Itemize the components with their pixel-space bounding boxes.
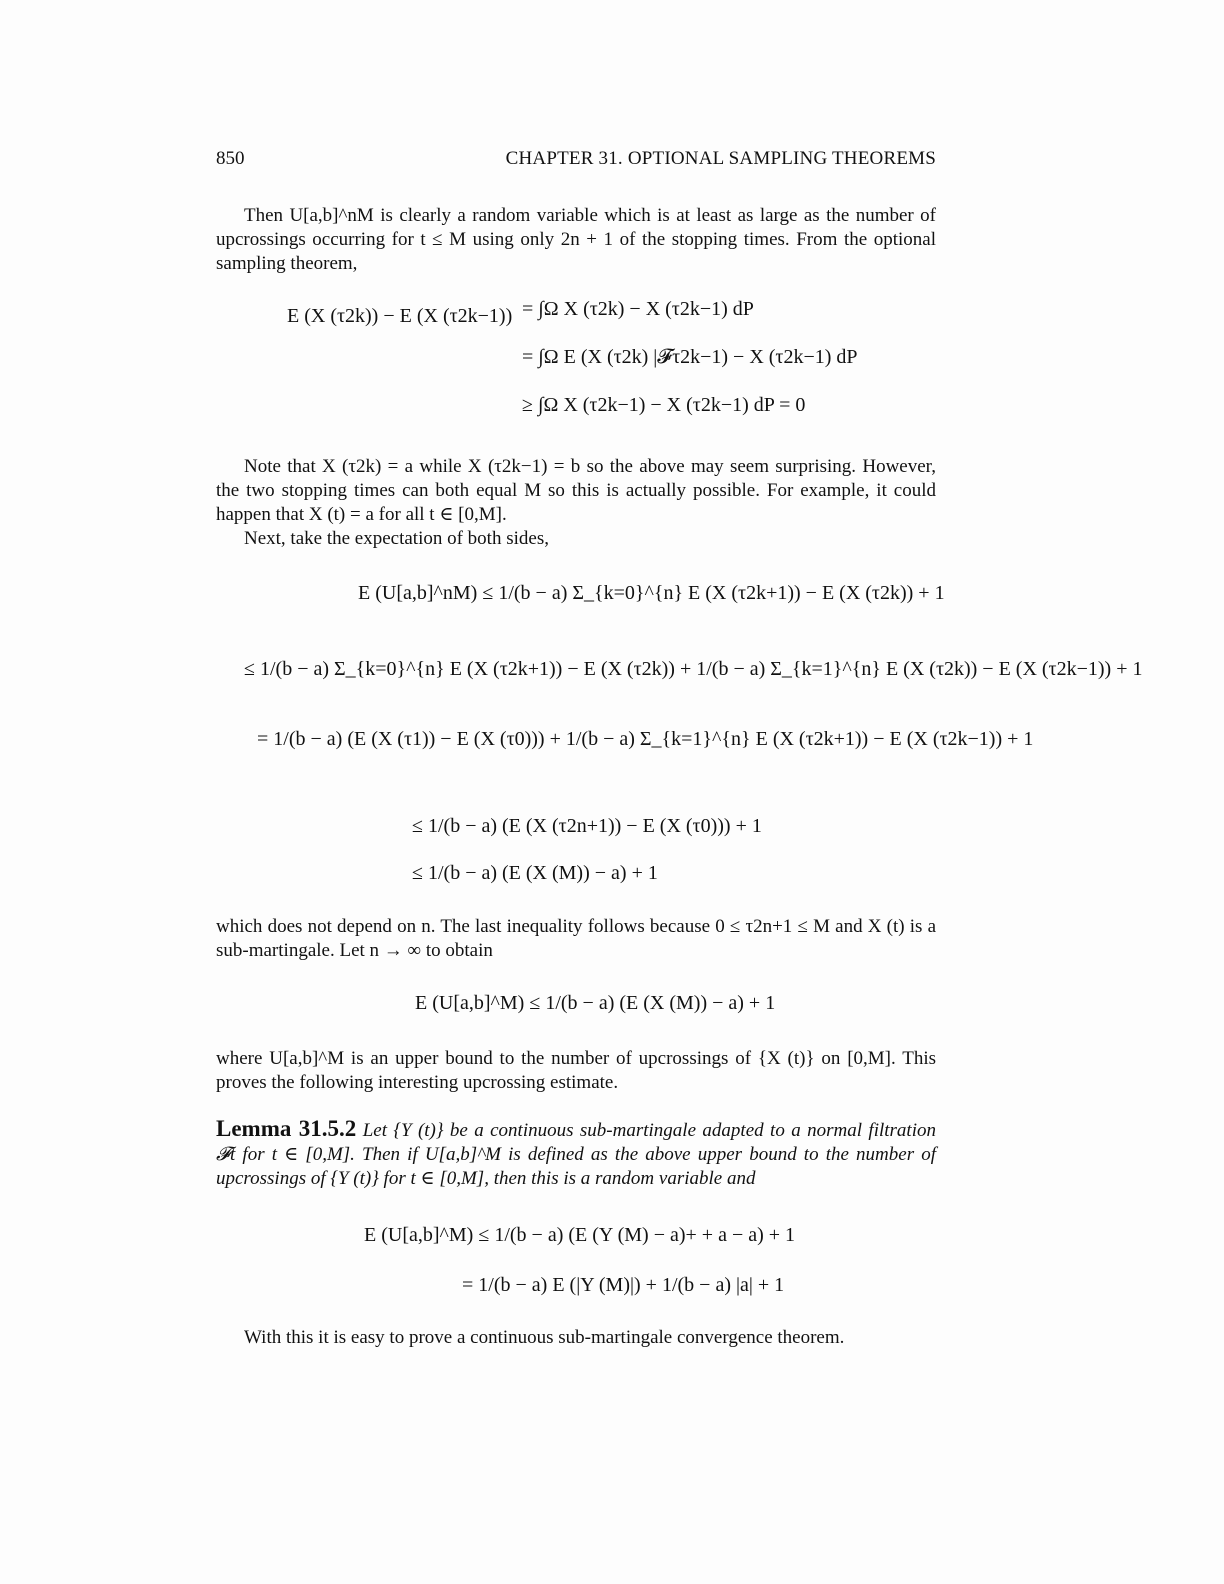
paragraph-note: Note that X (τ2k) = a while X (τ2k−1) = b so the above may seem surprising. However, the two stopping times can both equal M so this is actually possible. For example, it could happen that X (t) = a for all t ∈ [0,M]. (216, 456, 936, 525)
equation-lhs: E (X (τ2k)) − E (X (τ2k−1)) (287, 305, 513, 327)
paragraph-closing: With this it is easy to prove a continuous sub-martingale convergence theorem. (244, 1327, 845, 1348)
page-number: 850 (216, 148, 245, 169)
lemma-equation-2: = 1/(b − a) E (|Y (M)|) + 1/(b − a) |a| + 1 (462, 1274, 785, 1296)
equation-row-1: = ∫Ω X (τ2k) − X (τ2k−1) dP (522, 298, 754, 320)
paragraph-upper-bound: where U[a,b]^M is an upper bound to the number of upcrossings of {X (t)} on [0,M]. This proves the following interesting upcrossing estimate. (216, 1048, 936, 1093)
paragraph-next: Next, take the expectation of both sides, (244, 528, 549, 549)
lemma-equation-1: E (U[a,b]^M) ≤ 1/(b − a) (E (Y (M) − a)+ + a − a) + 1 (364, 1224, 796, 1246)
limit-inequality: E (U[a,b]^M) ≤ 1/(b − a) (E (X (M)) − a) + 1 (415, 992, 776, 1014)
paragraph-conclusion: which does not depend on n. The last inequality follows because 0 ≤ τ2n+1 ≤ M and X (t) is a sub-martingale. Let n → ∞ to obtain (216, 916, 936, 961)
equation-row-2: = ∫Ω E (X (τ2k) |𝓕τ2k−1) − X (τ2k−1) dP (522, 346, 858, 368)
equation-row-3: ≥ ∫Ω X (τ2k−1) − X (τ2k−1) dP = 0 (522, 394, 806, 416)
inequality-line-2: ≤ 1/(b − a) Σ_{k=0}^{n} E (X (τ2k+1)) − E (X (τ2k)) + 1/(b − a) Σ_{k=1}^{n} E (X (τ2k)) − E (X (τ2k−1)) + 1 (244, 658, 1143, 680)
lemma-body: Let {Y (t)} be a continuous sub-martingale adapted to a normal filtration 𝓕t for t ∈ [0,M]. Then if U[a,b]^M is defined as the above upper bound to the number of upcrossings of {Y (t)} for t ∈ [0,M], then this is a random variable and (216, 1120, 936, 1189)
inequality-line-3: = 1/(b − a) (E (X (τ1)) − E (X (τ0))) + 1/(b − a) Σ_{k=1}^{n} E (X (τ2k+1)) − E (X (τ2k−1)) + 1 (257, 728, 1034, 750)
chapter-header: CHAPTER 31. OPTIONAL SAMPLING THEOREMS (505, 148, 936, 169)
lemma-title: Lemma 31.5.2 (216, 1116, 357, 1141)
paragraph-intro: Then U[a,b]^nM is clearly a random variable which is at least as large as the number of upcrossings occurring for t ≤ M using only 2n + 1 of the stopping times. From the optional sampling theorem, (216, 205, 936, 274)
inequality-line-1: E (U[a,b]^nM) ≤ 1/(b − a) Σ_{k=0}^{n} E (X (τ2k+1)) − E (X (τ2k)) + 1 (358, 582, 945, 604)
lemma-block (216, 1117, 936, 1191)
inequality-line-4: ≤ 1/(b − a) (E (X (τ2n+1)) − E (X (τ0))) + 1 (412, 815, 762, 837)
inequality-line-5: ≤ 1/(b − a) (E (X (M)) − a) + 1 (412, 862, 658, 884)
